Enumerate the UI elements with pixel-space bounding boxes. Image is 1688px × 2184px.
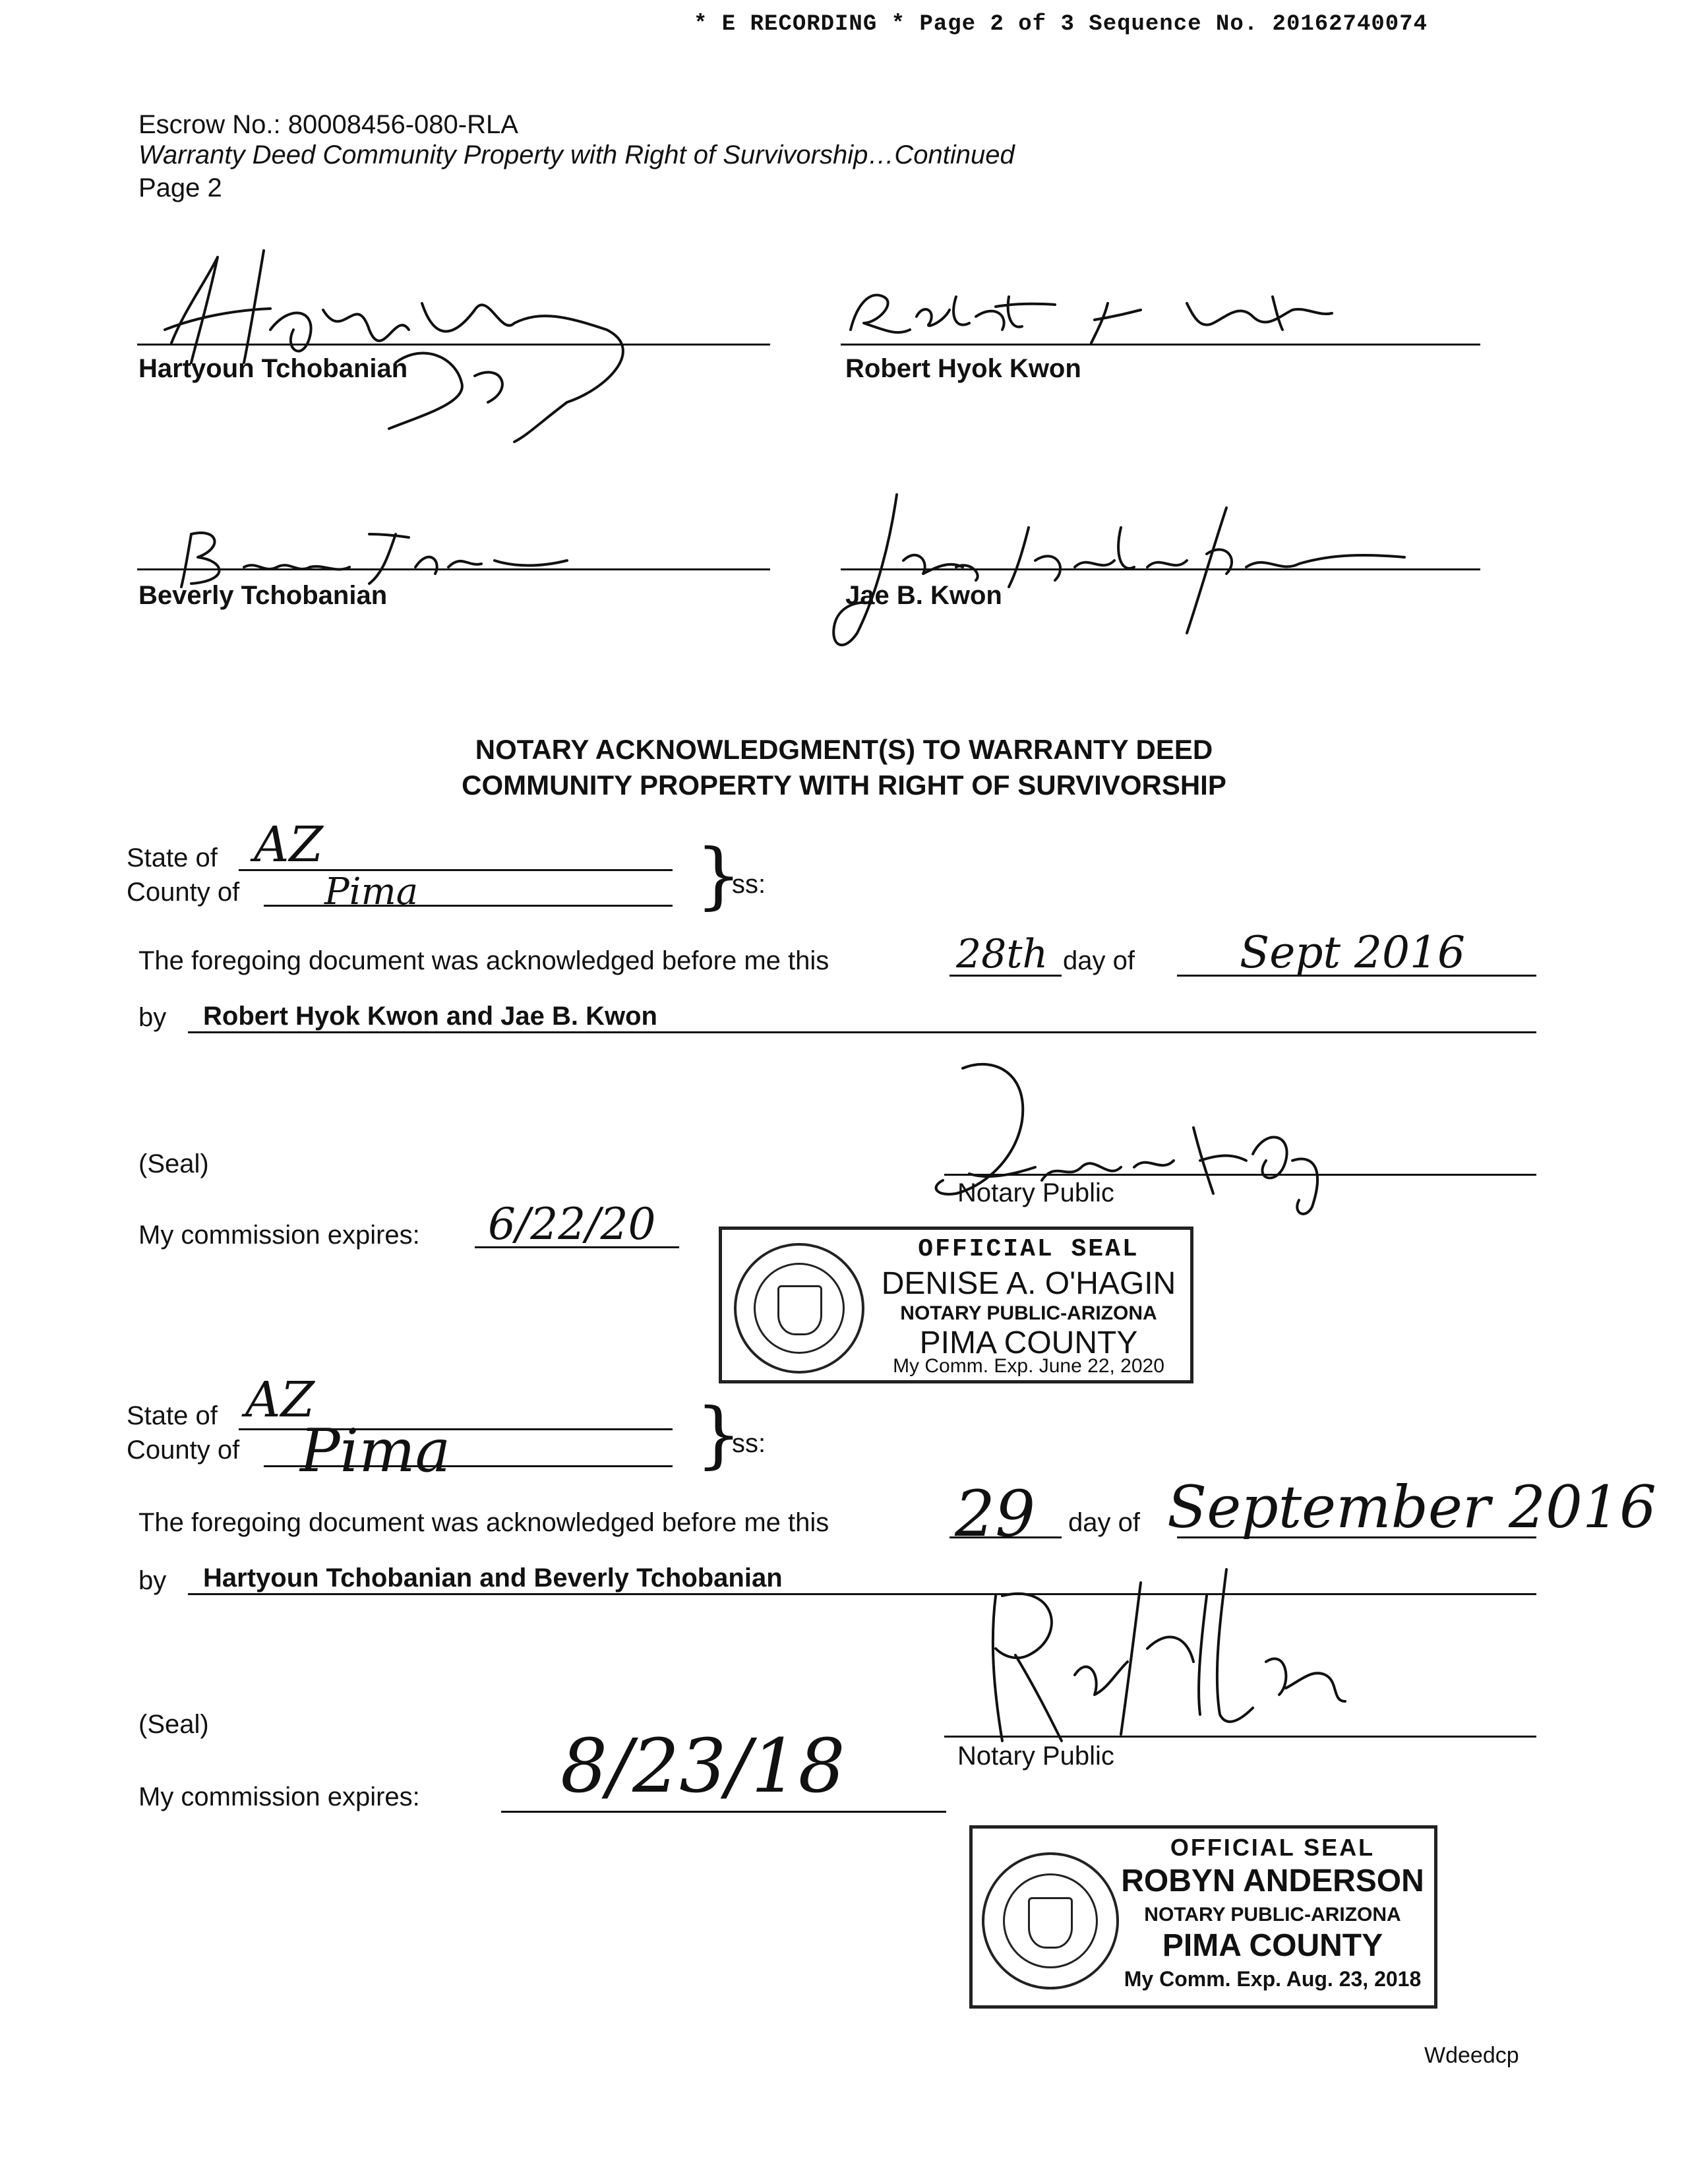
notary-signature-robyn [976, 1556, 1372, 1754]
state-of-label-2: State of [127, 1401, 218, 1430]
state-value-2: AZ [245, 1372, 315, 1428]
commission-value-2: 8/23/18 [560, 1724, 845, 1809]
seal-label-1: (Seal) [138, 1149, 209, 1178]
seal-label-2: (Seal) [138, 1710, 209, 1739]
notary-line-1 [944, 1174, 1536, 1176]
commission-line-2 [501, 1811, 946, 1813]
notary-public-label-2: Notary Public [957, 1742, 1114, 1771]
signature-line-jae [841, 568, 1480, 570]
acknowledged-by-2: Hartyoun Tchobanian and Beverly Tchobanian [203, 1563, 783, 1592]
stamp-name-1: DENISE A. O'HAGIN [881, 1266, 1176, 1301]
state-of-label-1: State of [127, 843, 218, 872]
signature-line-robert [841, 344, 1480, 346]
day-of-label-1: day of [1063, 946, 1135, 975]
commission-label-2: My commission expires: [138, 1782, 420, 1811]
commission-value-1: 6/22/20 [488, 1199, 656, 1250]
recording-header: * E RECORDING * Page 2 of 3 Sequence No. 20162740074 [694, 12, 1428, 37]
stamp-county-1: PIMA COUNTY [919, 1325, 1138, 1360]
stamp-expiry-2: My Comm. Exp. Aug. 23, 2018 [1124, 1967, 1422, 1991]
stamp-name-2: ROBYN ANDERSON [1121, 1864, 1424, 1898]
county-of-label-1: County of [127, 878, 240, 907]
stamp-role-2: NOTARY PUBLIC-ARIZONA [1144, 1904, 1401, 1926]
ss-label-1: ss: [732, 870, 766, 899]
foregoing-label-1: The foregoing document was acknowledged before me this [138, 946, 829, 975]
county-line-1 [264, 905, 673, 907]
acknowledged-by-1: Robert Hyok Kwon and Jae B. Kwon [203, 1002, 657, 1031]
day-line-1 [950, 975, 1062, 977]
signature-hartyoun-tchobanian [145, 231, 646, 448]
notary-public-label-1: Notary Public [957, 1178, 1114, 1207]
page-number: Page 2 [138, 173, 222, 202]
signer-name-robert: Robert Hyok Kwon [845, 354, 1081, 383]
month-year-value-1: Sept 2016 [1240, 927, 1465, 978]
signer-name-beverly: Beverly Tchobanian [138, 581, 388, 610]
notary-stamp-denise [719, 1227, 1193, 1383]
state-line-1 [239, 869, 673, 871]
notary-title-line-1: NOTARY ACKNOWLEDGMENT(S) TO WARRANTY DEED [475, 734, 1213, 765]
stamp-title-2: OFFICIAL SEAL [1170, 1834, 1375, 1861]
signer-name-jae: Jae B. Kwon [845, 581, 1002, 610]
day-of-label-2: day of [1068, 1508, 1140, 1537]
commission-label-1: My commission expires: [138, 1221, 420, 1250]
signature-line-hartyoun [137, 344, 770, 346]
brace-1: } [696, 833, 742, 917]
foregoing-label-2: The foregoing document was acknowledged before me this [138, 1508, 829, 1537]
day-value-2: 29 [955, 1477, 1036, 1551]
state-value-1: AZ [254, 816, 323, 873]
stamp-role-1: NOTARY PUBLIC-ARIZONA [900, 1302, 1157, 1324]
notary-section-title [0, 732, 1688, 803]
stamp-title-1: OFFICIAL SEAL [918, 1235, 1139, 1263]
month-year-value-2: September 2016 [1167, 1473, 1656, 1541]
notary-line-2 [944, 1736, 1536, 1738]
by-line-1 [188, 1031, 1536, 1033]
by-label-1: by [138, 1003, 167, 1032]
day-value-1: 28th [956, 931, 1048, 977]
stamp-county-2: PIMA COUNTY [1162, 1928, 1383, 1963]
month-year-line-2 [1177, 1536, 1536, 1538]
notary-stamp-robyn [969, 1825, 1437, 2009]
brace-2: } [696, 1392, 742, 1476]
arizona-state-seal-icon [734, 1243, 864, 1374]
month-year-line-1 [1177, 975, 1536, 977]
signature-jae-kwon [804, 488, 1424, 653]
escrow-number: Escrow No.: 80008456-080-RLA [138, 110, 518, 139]
signature-robert-kwon [844, 277, 1358, 349]
signature-line-beverly [137, 568, 770, 570]
county-value-2: Pima [300, 1416, 451, 1486]
stamp-expiry-1: My Comm. Exp. June 22, 2020 [893, 1355, 1164, 1377]
county-line-2 [264, 1465, 673, 1467]
arizona-state-seal-icon [982, 1852, 1119, 1989]
notary-title-line-2: COMMUNITY PROPERTY WITH RIGHT OF SURVIVORSHIP [462, 769, 1226, 801]
document-title: Warranty Deed Community Property with Right of Survivorship…Continued [138, 140, 1015, 169]
ss-label-2: ss: [732, 1429, 766, 1458]
day-line-2 [950, 1536, 1062, 1538]
by-label-2: by [138, 1566, 167, 1595]
county-of-label-2: County of [127, 1436, 240, 1465]
county-value-1: Pima [324, 870, 419, 913]
commission-line-1 [475, 1246, 679, 1248]
footer-code: Wdeedcp [1424, 2043, 1519, 2068]
signer-name-hartyoun: Hartyoun Tchobanian [138, 354, 408, 383]
